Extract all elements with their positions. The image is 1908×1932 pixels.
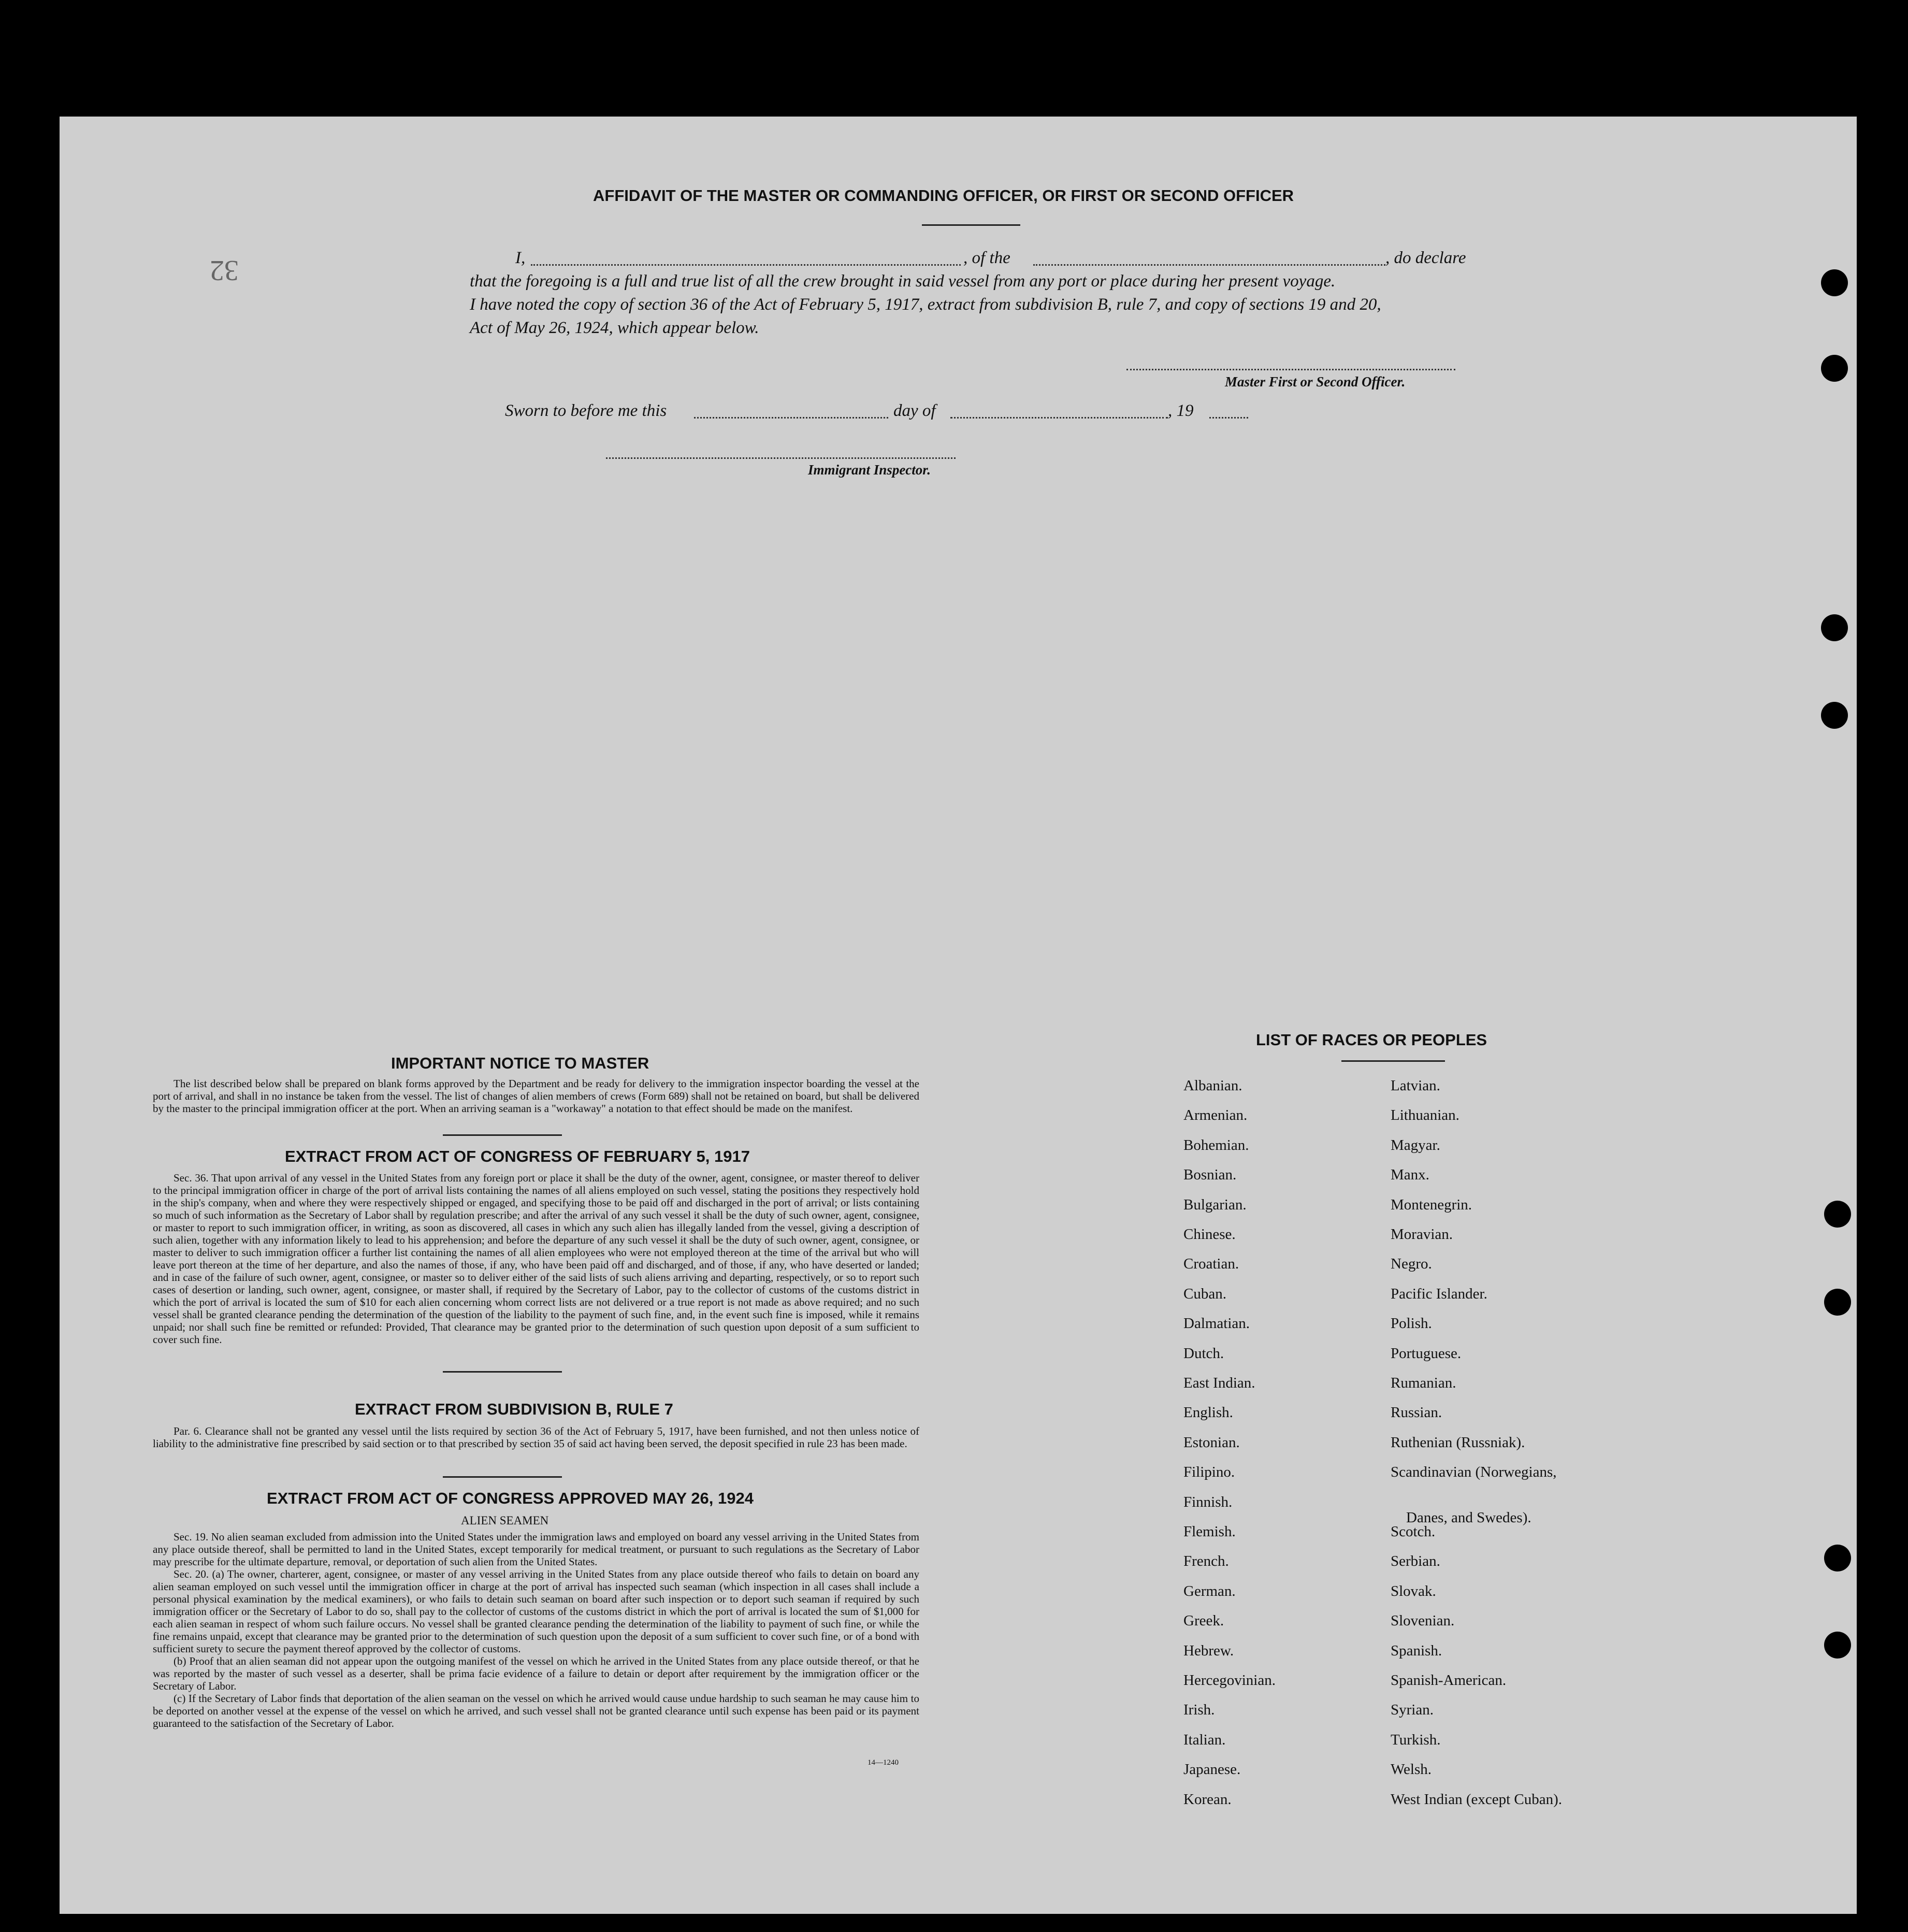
sec20a-text: Sec. 20. (a) The owner, charterer, agent, consignee, or master of any vessel arriving in the United States from any place outside thereof who fails to detain on board any alien seaman employed on such vessel until the immigration officer in charge at the port of arrival has inspected such seaman (which inspection in all cases shall include a personal physical examination by the medical examiners), or who fails to detain such seaman on board after such inspection or to deport such seaman if required by such immigration officer or the Secretary of Labor to do so, shall pay to the collector of customs of the customs district in which the port of arrival is located the sum of $1,000 for each alien seaman in respect of whom such failure occurs. No vessel shall be granted clearance pending the determination of the liability to payment of such fine, or while the fine remains unpaid, except that clearance may be granted prior to the determination of such question upon the deposit of a sum sufficient to cover such fine, or of a bond with sufficient surety to secure the payment thereof approved by the collector of customs. [153, 1568, 919, 1655]
race-item: Russian. [1391, 1404, 1442, 1421]
race-item: Lithuanian. [1391, 1107, 1459, 1124]
notice-title: IMPORTANT NOTICE TO MASTER [391, 1054, 649, 1072]
race-item: Negro. [1391, 1256, 1432, 1273]
extract-1917-title: EXTRACT FROM ACT OF CONGRESS OF FEBRUARY 5, 1917 [285, 1147, 750, 1165]
race-item: Irish. [1183, 1702, 1215, 1719]
race-item: English. [1183, 1404, 1233, 1421]
year-label: , 19 [1168, 401, 1194, 420]
affidavit-title: AFFIDAVIT OF THE MASTER OR COMMANDING OFFICER, OR FIRST OR SECOND OFFICER [593, 186, 1294, 205]
race-item: Spanish. [1391, 1642, 1442, 1659]
race-item: Pacific Islander. [1391, 1285, 1487, 1302]
sec20b-text: (b) Proof that an alien seaman did not appear upon the outgoing manifest of the vessel on which he arrived in the United States from any place outside thereof, or that he was reported by the master of such vessel as a deserter, shall be prima facie evidence of a failure to detain or deport after requirement by the immigration officer or the Secretary of Labor. [153, 1655, 919, 1692]
race-item: Flemish. [1183, 1523, 1236, 1540]
race-item: Hercegovinian. [1183, 1672, 1276, 1689]
race-item: German. [1183, 1582, 1236, 1599]
races-title: LIST OF RACES OR PEOPLES [1256, 1031, 1487, 1049]
race-item: West Indian (except Cuban). [1391, 1791, 1563, 1808]
affidavit-line4: Act of May 26, 1924, which appear below. [470, 319, 759, 337]
divider [443, 1476, 562, 1478]
do-declare-label: , do declare [1385, 249, 1466, 267]
race-item: Polish. [1391, 1315, 1432, 1332]
race-item: Bohemian. [1183, 1136, 1249, 1154]
extract-1924-body [153, 1531, 919, 1729]
sec20c-text: (c) If the Secretary of Labor finds that deportation of the alien seaman on the vessel on which he arrived would cause undue hardship to such seaman he may cause him to be deported on another vessel at the expense of the vessel on which he arrived, and such vessel shall not be granted clearance until such expense has been paid or its payment guaranteed to the satisfaction of the Secretary of Labor. [153, 1692, 919, 1729]
race-item: Italian. [1183, 1731, 1226, 1748]
race-item: Manx. [1391, 1166, 1429, 1184]
form-number: 14—1240 [868, 1758, 899, 1767]
master-signature-label: Master First or Second Officer. [1225, 374, 1406, 390]
race-item: Scotch. [1391, 1523, 1436, 1540]
affidavit-i: I, [515, 249, 526, 267]
inspector-label: Immigrant Inspector. [808, 462, 931, 478]
notice-text: The list described below shall be prepared on blank forms approved by the Department and be ready for delivery to the immigration inspector boarding the vessel at the port of arrival, and shall in no instance be taken from the vessel. The list of changes of alien members of crews (Form 689) shall not be retained on board, but shall be delivered by the master to the principal immigration officer at the port. When an arriving seaman is a "workaway" a notation to that effect should be made on the manifest. [153, 1077, 919, 1115]
race-item: Ruthenian (Russniak). [1391, 1434, 1525, 1451]
rule7-text: Par. 6. Clearance shall not be granted any vessel until the lists required by section 36 of the Act of February 5, 1917, have been furnished, and not then unless notice of liability to the administrative fine prescribed by said section or to that prescribed by section 35 of said act having been served, the deposit specified in rule 23 has been made. [153, 1425, 919, 1450]
of-the-label: , of the [963, 249, 1010, 267]
race-item: Welsh. [1391, 1761, 1432, 1778]
day-of-label: day of [893, 401, 936, 420]
race-item: Spanish-American. [1391, 1672, 1507, 1689]
divider [443, 1134, 562, 1136]
divider [922, 224, 1020, 226]
sec19-text: Sec. 19. No alien seaman excluded from admission into the United States under the immigration laws and employed on board any vessel arriving in the United States from any place outside thereof, shall be permitted to land in the United States, except temporarily for medical treatment, or pursuant to such regulations as the Secretary of Labor may prescribe for the ultimate departure, removal, or deportation of such alien from the United States. [153, 1531, 919, 1568]
inspector-signature-line [606, 457, 956, 459]
affidavit-line3: I have noted the copy of section 36 of the Act of February 5, 1917, extract from subdivision B, rule 7, and copy of sections 19 and 20, [470, 295, 1381, 314]
margin-mark: 32 [210, 254, 239, 286]
race-item: East Indian. [1183, 1375, 1255, 1391]
race-item: Bulgarian. [1183, 1196, 1247, 1213]
binder-hole [1821, 702, 1848, 729]
binder-hole [1821, 355, 1848, 382]
extract-1924-title: EXTRACT FROM ACT OF CONGRESS APPROVED MAY 26, 1924 [267, 1489, 754, 1507]
sworn-label: Sworn to before me this [505, 401, 667, 420]
race-item: Greek. [1183, 1612, 1224, 1630]
race-item: Portuguese. [1391, 1345, 1462, 1362]
race-item: Chinese. [1183, 1226, 1236, 1243]
year-blank [1209, 417, 1248, 419]
race-item: Serbian. [1391, 1553, 1440, 1570]
race-item: Bosnian. [1183, 1166, 1237, 1184]
binder-hole [1821, 269, 1848, 296]
race-item: Scandinavian (Norwegians, [1391, 1464, 1557, 1481]
race-item: Danes, and Swedes). [1406, 1509, 1531, 1526]
month-blank [950, 417, 1168, 419]
binder-hole [1824, 1632, 1851, 1659]
race-item: Slovak. [1391, 1582, 1436, 1599]
extract-1917-text: Sec. 36. That upon arrival of any vessel in the United States from any foreign port or place it shall be the duty of the owner, agent, consignee, or master thereof to deliver to the principal immigration officer in charge of the port of arrival lists containing the names of all aliens employed on such vessel, stating the positions they respectively hold in the ship's company, when and where they were respectively shipped or engaged, and specifying those to be paid off and discharged in the port of arrival; or lists containing so much of such information as the Secretary of Labor shall by regulation prescribe; and after the arrival of any such vessel it shall be the duty of such owner, agent, consignee, or master to report to such immigration officer, in writing, as soon as discovered, all cases in which any such alien has illegally landed from the vessel, giving a description of such alien, together with any information likely to lead to his apprehension; and before the departure of any such vessel it shall be the duty of such owner, agent, consignee, or master to deliver to such immigration officer a further list containing the names of all alien employees who were not employed thereon at the time of the arrival but who will leave port thereon at the time of her departure, and also the names of those, if any, who have been paid off and discharged, and of those, if any, who have deserted or landed; and in case of the failure of such owner, agent, consignee, or master so to deliver either of the said lists of such aliens arriving and departing, respectively, or so to report such cases of desertion or landing, such owner, agent, consignee, or master shall, if required by the Secretary of Labor, pay to the collector of customs of the customs district in which the port of arrival is located the sum of $10 for each alien concerning whom correct lists are not delivered or a true report is not made as above required; and no such vessel shall be granted clearance pending the determination of the question of the liability to the payment of such fine, and, in the event such fine is imposed, while it remains unpaid; nor shall such fine be remitted or refunded: Provided, That clearance may be granted prior to the determination of such question upon deposit of a sum sufficient to cover such fine. [153, 1172, 919, 1346]
vessel-blank [1033, 264, 1385, 266]
sworn-line [505, 401, 1334, 422]
race-item: Filipino. [1183, 1464, 1235, 1481]
divider [443, 1371, 562, 1373]
race-item: Albanian. [1183, 1077, 1242, 1094]
alien-seamen-subtitle: ALIEN SEAMEN [461, 1514, 549, 1527]
race-item: Magyar. [1391, 1136, 1440, 1154]
binder-hole [1824, 1545, 1851, 1571]
race-item: Syrian. [1391, 1702, 1434, 1719]
binder-hole [1824, 1201, 1851, 1228]
race-item: Slovenian. [1391, 1612, 1455, 1630]
race-item: Estonian. [1183, 1434, 1240, 1451]
race-item: Hebrew. [1183, 1642, 1234, 1659]
master-signature-line [1126, 369, 1455, 370]
race-item: Japanese. [1183, 1761, 1241, 1778]
affidavit-line2: that the foregoing is a full and true list of all the crew brought in said vessel from any port or place during her present voyage. [470, 272, 1336, 291]
day-blank [694, 417, 888, 419]
race-item: Armenian. [1183, 1107, 1248, 1124]
divider [1341, 1060, 1445, 1062]
race-item: French. [1183, 1553, 1229, 1570]
binder-hole [1821, 614, 1848, 641]
race-item: Turkish. [1391, 1731, 1441, 1748]
name-blank [531, 264, 961, 266]
race-item: Moravian. [1391, 1226, 1453, 1243]
binder-hole [1824, 1289, 1851, 1316]
race-item: Cuban. [1183, 1285, 1226, 1302]
race-item: Montenegrin. [1391, 1196, 1472, 1213]
race-item: Croatian. [1183, 1256, 1239, 1273]
race-item: Rumanian. [1391, 1375, 1456, 1391]
form-page [60, 117, 1857, 1914]
race-item: Dalmatian. [1183, 1315, 1250, 1332]
affidavit-line1 [515, 249, 1551, 269]
race-item: Dutch. [1183, 1345, 1224, 1362]
race-item: Finnish. [1183, 1493, 1233, 1510]
race-item: Latvian. [1391, 1077, 1440, 1094]
race-item: Korean. [1183, 1791, 1232, 1808]
rule7-title: EXTRACT FROM SUBDIVISION B, RULE 7 [355, 1400, 673, 1418]
